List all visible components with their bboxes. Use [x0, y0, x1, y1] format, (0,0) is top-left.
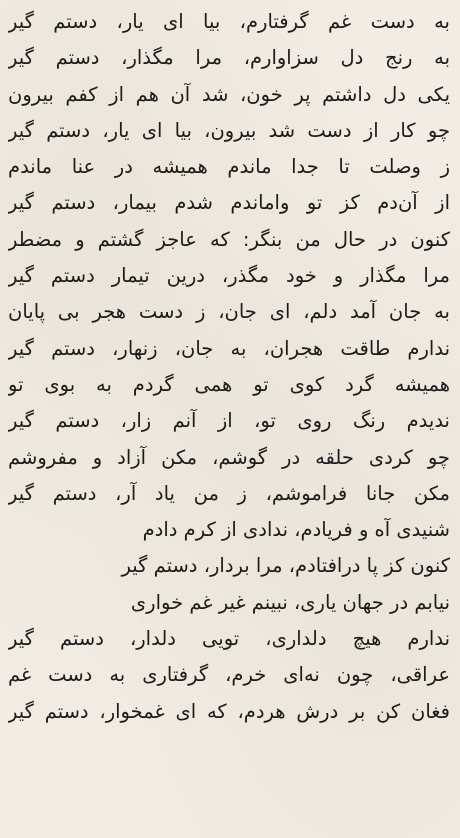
poem-line: به جان آمد دلم، ای جان، ز دست هجر بی پایان: [8, 300, 450, 324]
poem-line: مرا مگذار و خود مگذر، درین تیمار دستم گیر: [8, 264, 450, 288]
poem-line: ندارم طاقت هجران، به جان، زنهار، دستم گیر: [8, 336, 450, 360]
poem-line: فغان کن بر درش هردم، که ای غمخوار، دستم گیر: [8, 699, 450, 723]
poem-line: به رنج دل سزاوارم، مرا مگذار، دستم گیر: [8, 46, 450, 70]
poem-line: چو کردی حلقه در گوشم، مکن آزاد و مفروشم: [8, 445, 450, 469]
poem-line: به دست غم گرفتارم، بیا ای یار، دستم گیر: [8, 10, 450, 33]
poem-line: همیشه گرد کوی تو همی گردم به بوی تو: [8, 372, 450, 396]
poem-line: یکی دل داشتم پر خون، شد آن هم از کفم بیرون: [8, 82, 450, 106]
poem-line: ندارم هیچ دلداری، تویی دلدار، دستم گیر: [8, 627, 450, 651]
poem-line: ز وصلت تا جدا ماندم همیشه در عنا ماندم: [8, 155, 450, 179]
poem-line: از آن‌دم کز تو واماندم شدم بیمار، دستم گیر: [8, 191, 450, 215]
poem-line: شنیدی آه و فریادم، ندادی از کرم دادم: [142, 518, 450, 542]
poem-line: نیابم در جهان یاری، نبینم غیر غم خواری: [130, 590, 450, 614]
poem-line: ندیدم رنگ روی تو، از آنم زار، دستم گیر: [8, 409, 450, 433]
poem-line: کنون کز پا درافتادم، مرا بردار، دستم گیر: [121, 554, 450, 578]
poem-line: چو کار از دست شد بیرون، بیا ای یار، دستم گیر: [8, 118, 450, 142]
poem-line: مکن جانا فراموشم، ز من یاد آر، دستم گیر: [8, 481, 450, 505]
poem-line: کنون در حال من بنگر: که عاجز گشتم و مضطر: [8, 227, 450, 251]
poem-line: عراقی، چون نه‌ای خرم، گرفتاری به دست غم: [8, 663, 450, 687]
